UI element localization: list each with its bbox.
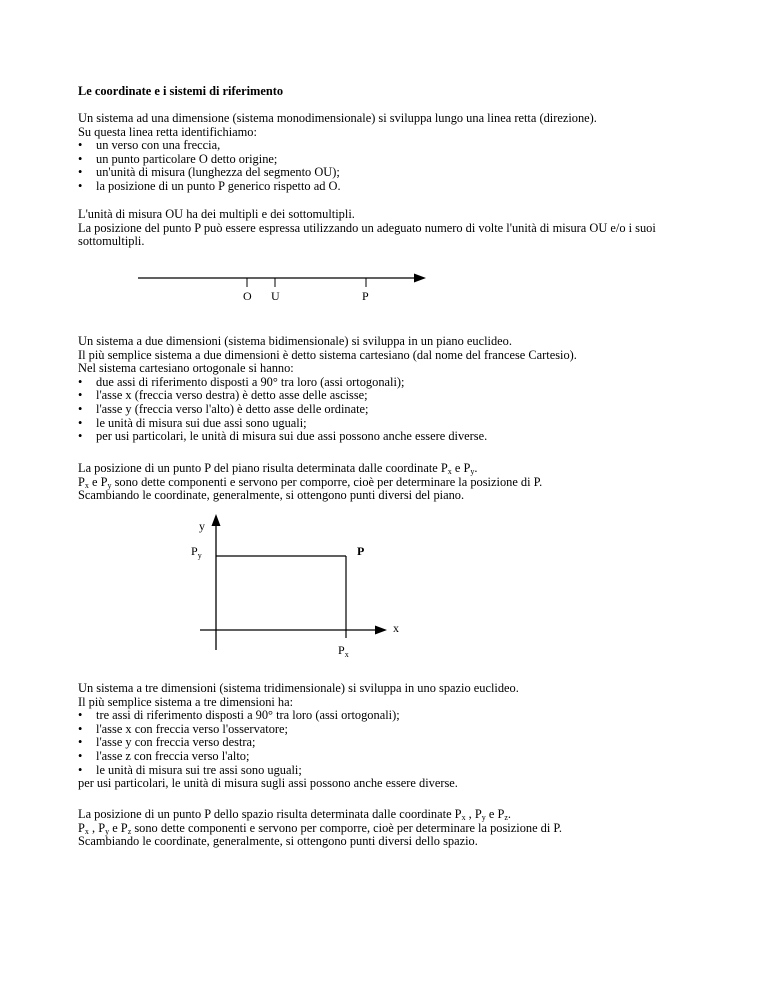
y-arrow-icon [212,514,221,526]
px-label: $P_x$ [338,643,349,659]
bullet-icon: • [78,748,83,763]
paragraph-line: Scambiando le coordinate, generalmente, si ottengono punti diversi dello spazio. [78,834,478,849]
bullet-icon: • [78,165,83,180]
list-item: • un verso con una freccia, [78,138,221,153]
bullet-icon: • [78,151,83,166]
bullet-list [78,139,698,193]
paragraph-line: Un sistema a due dimensioni (sistema bidimensionale) si sviluppa in un piano euclideo. [78,334,512,348]
py-label: $P_y$ [191,544,202,560]
list-item: • l'asse y con freccia verso destra; [78,735,256,750]
document-title-block [78,85,698,99]
point-label: P [357,544,365,558]
cartesian-diagram [185,508,420,663]
paragraph-line: Il più semplice sistema a tre dimensioni ha: [78,694,294,709]
x-axis-label: x [393,621,399,635]
bullet-icon: • [78,708,83,723]
list-item: • un punto particolare O detto origine; [78,151,278,166]
bullet-icon: • [78,429,83,444]
section-space-coordinates [78,808,698,849]
bullet-list [78,376,698,444]
bullet-icon: • [78,388,83,403]
paragraph-line: Un sistema a tre dimensioni (sistema tridimensionale) si sviluppa in uno spazio euclideo. [78,681,519,695]
paragraph-line: sottomultipli. [78,234,145,249]
paragraph-line: La posizione di un punto P del piano risulta determinata dalle coordinate $P_x$ e $P_y$. [78,461,478,476]
paragraph-line: Nel sistema cartesiano ortogonale si hanno: [78,361,294,376]
label-unit: U [271,289,280,303]
list-item: • l'asse x con freccia verso l'osservatore; [78,721,288,736]
list-item: • due assi di riferimento disposti a 90° tra loro (assi ortogonali); [78,374,405,389]
bullet-icon: • [78,721,83,736]
section-three-dimensions [78,682,698,791]
paragraph-line: $P_x$ e $P_y$ sono dette componenti e servono per comporre, cioè per determinare la posizione di P. [78,474,543,490]
label-point: P [362,289,369,303]
number-line-diagram [130,268,440,308]
paragraph-line: Il più semplice sistema a due dimensioni è detto sistema cartesiano (dal nome del francese Cartesio). [78,347,577,362]
bullet-icon: • [78,374,83,389]
paragraph-line: Scambiando le coordinate, generalmente, si ottengono punti diversi del piano. [78,488,465,503]
paragraph-line: $P_x$ , $P_y$ e $P_z$ sono dette componenti e servono per comporre, cioè per determinare la posizione di P. [78,820,563,836]
list-item: • l'asse x (freccia verso destra) è detto asse delle ascisse; [78,388,368,403]
paragraph-line: La posizione di un punto P dello spazio risulta determinata dalle coordinate $P_x$ , $P_y$ e $P_z$. [78,807,512,822]
arrow-head-icon [414,274,426,283]
bullet-icon: • [78,415,83,430]
list-item: • tre assi di riferimento disposti a 90° tra loro (assi ortogonali); [78,708,400,723]
paragraph-line: Un sistema ad una dimensione (sistema monodimensionale) si sviluppa lungo una linea retta (direzione). [78,111,597,125]
section-unit-of-measure [78,208,698,249]
list-item: • l'asse z con freccia verso l'alto; [78,748,250,763]
y-axis-label: y [199,519,205,533]
label-origin: O [243,289,252,303]
paragraph-line: per usi particolari, le unità di misura sugli assi possono anche essere diverse. [78,776,458,791]
bullet-icon: • [78,138,83,153]
list-item: • l'asse y (freccia verso l'alto) è detto asse delle ordinate; [78,401,369,416]
bullet-icon: • [78,762,83,777]
list-item: • le unità di misura sui due assi sono uguali; [78,415,307,430]
bullet-list [78,709,698,777]
section-two-dimensions [78,335,698,444]
bullet-icon: • [78,401,83,416]
paragraph-line: L'unità di misura OU ha dei multipli e dei sottomultipli. [78,207,355,221]
section-plane-coordinates [78,462,698,503]
paragraph-line: Su questa linea retta identifichiamo: [78,124,257,139]
list-item: • la posizione di un punto P generico rispetto ad O. [78,178,341,193]
section-one-dimension [78,112,698,194]
x-arrow-icon [375,626,387,635]
document-title: Le coordinate e i sistemi di riferimento [78,84,284,98]
list-item: • per usi particolari, le unità di misura sui due assi possono anche essere diverse. [78,429,488,444]
list-item: • le unità di misura sui tre assi sono uguali; [78,762,302,777]
list-item: • un'unità di misura (lunghezza del segmento OU); [78,165,340,180]
bullet-icon: • [78,735,83,750]
bullet-icon: • [78,178,83,193]
paragraph-line: La posizione del punto P può essere espressa utilizzando un adeguato numero di volte l'unità di misura OU e/o i suoi [78,220,656,235]
